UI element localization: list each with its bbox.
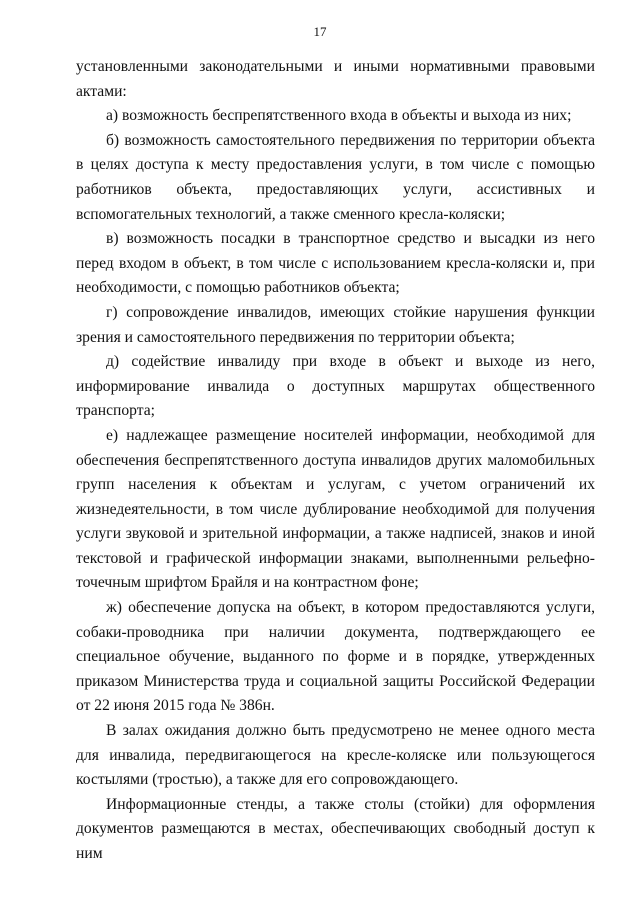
paragraph-info-stands: Информационные стенды, а также столы (стойки) для оформления документов размещаются в местах, обеспечивающих свободный доступ к ним	[76, 795, 595, 862]
page-number: 17	[313, 24, 327, 39]
paragraph-item-d: д) содействие инвалиду при входе в объект и выходе из него, информирование инвалида о доступных маршрутах общественного транспорта;	[76, 353, 595, 420]
paragraph-item-zh: ж) обеспечение допуска на объект, в котором предоставляются услуги, собаки-проводника при наличии документа, подтверждающего ее специальное обучение, выданного по форме и в порядке, утвержденных приказом Министерства труда и социальной защиты Российской Федерации от 22 июня 2015 года № 386н.	[76, 599, 595, 715]
document-body	[76, 55, 595, 867]
paragraph-item-b: б) возможность самостоятельного передвижения по территории объекта в целях доступа к месту предоставления услуги, в том числе с помощью работников объекта, предоставляющих услуги, ассистивных и вспомогательных технологий, а также сменного кресла-коляски;	[76, 131, 595, 223]
paragraph-waiting-rooms: В залах ожидания должно быть предусмотрено не менее одного места для инвалида, передвигающегося на кресле-коляске или пользующегося костылями (тростью), а также для его сопровождающего.	[76, 722, 595, 789]
paragraph-item-e: е) надлежащее размещение носителей информации, необходимой для обеспечения беспрепятственного доступа инвалидов других маломобильных групп населения к объектам и услугам, с учетом ограничений их жизнедеятельности, в том числе дублирование необходимой для получения услуги звуковой и зрительной информации, а также надписей, знаков и иной текстовой и графической информации знаками, выполненными рельефно-точечным шрифтом Брайля и на контрастном фоне;	[76, 426, 595, 592]
paragraph-item-a: а) возможность беспрепятственного входа в объекты и выхода из них;	[106, 107, 572, 125]
paragraph-item-v: в) возможность посадки в транспортное средство и высадки из него перед входом в объект, в том числе с использованием кресла-коляски и, при необходимости, с помощью работников объекта;	[76, 230, 595, 297]
paragraph-continuation: установленными законодательными и иными нормативными правовыми актами:	[76, 58, 595, 100]
paragraph-item-g: г) сопровождение инвалидов, имеющих стойкие нарушения функции зрения и самостоятельного передвижения по территории объекта;	[76, 303, 595, 346]
